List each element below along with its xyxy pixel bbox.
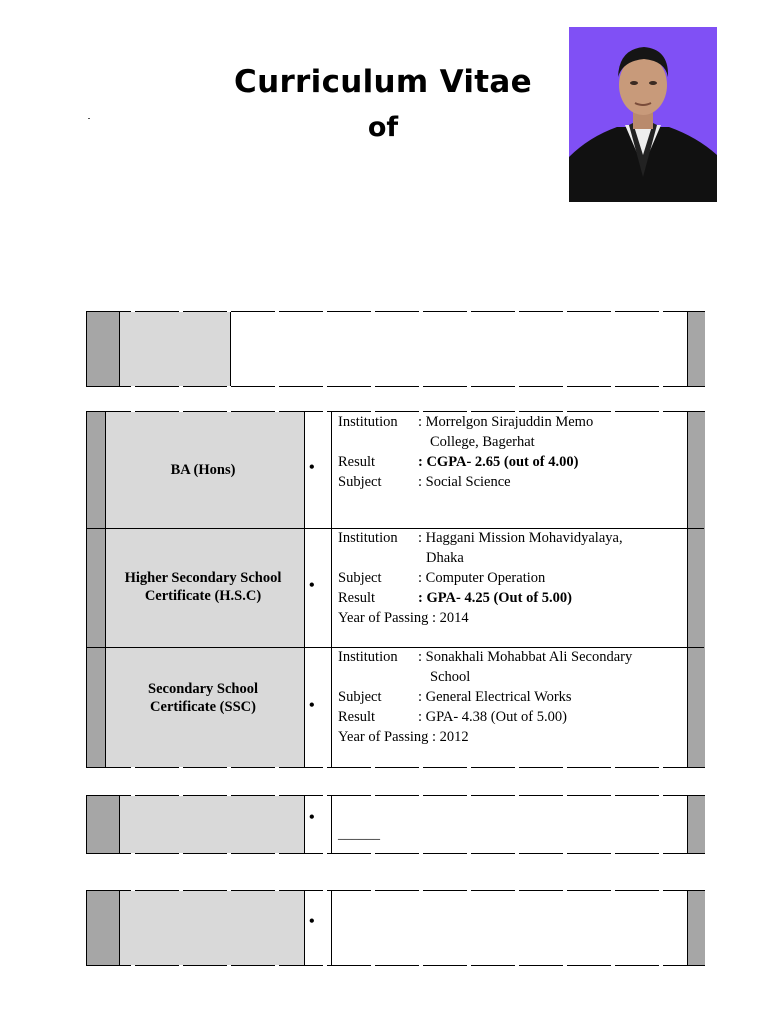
bullet: • <box>309 459 315 476</box>
bullet: • <box>309 577 315 594</box>
section-label-cell <box>119 796 305 853</box>
person-photo-icon <box>569 27 717 202</box>
bullet: • <box>309 697 315 714</box>
degree-label: Secondary School Certificate (SSC) <box>148 681 258 715</box>
stray-dot <box>88 118 90 119</box>
degree-label: BA (Hons) <box>170 462 236 478</box>
profile-section <box>86 311 705 387</box>
section-right-strip <box>687 796 705 853</box>
section-right-strip <box>687 891 705 965</box>
profile-photo <box>569 27 717 202</box>
section-marker <box>87 312 119 386</box>
cv-title: Curriculum Vitae <box>234 64 532 100</box>
section-label-cell <box>119 891 305 965</box>
blank-line: ______ <box>338 827 380 842</box>
bullet: • <box>309 809 315 826</box>
section-right-strip <box>687 412 705 767</box>
extra-section-1 <box>86 795 705 854</box>
section-right-strip <box>687 312 705 386</box>
section-marker <box>87 891 119 965</box>
extra-section-2 <box>86 890 705 966</box>
cv-subtitle: of <box>367 112 399 143</box>
degree-label: Higher Secondary School Certificate (H.S.C) <box>124 570 282 604</box>
section-marker <box>87 412 105 767</box>
section-label-cell <box>119 312 231 386</box>
section-marker <box>87 796 119 853</box>
education-section: BA (Hons) • Institution : Morrelgon Sirajuddin Memo College, Bagerhat Result : CGPA- 2.65 (out of 4.00) Subject : Social Science Higher Secondary School Certificate (H.S.C) • Institution : Haggani Mission Mohavidyalaya, Dhaka Subject : Computer Operation Result : GPA- 4.25 (Out of 5.00) Year of Passing : 2014 Secondary School Certificate (SSC) • Institution : Sonakhali Mohabbat Ali Secondary School Subject : General Electrical Works Result : GPA- 4.38 (Out of 5.00) Year of Passing : 2012 <box>86 411 705 768</box>
bullet: • <box>309 913 315 930</box>
